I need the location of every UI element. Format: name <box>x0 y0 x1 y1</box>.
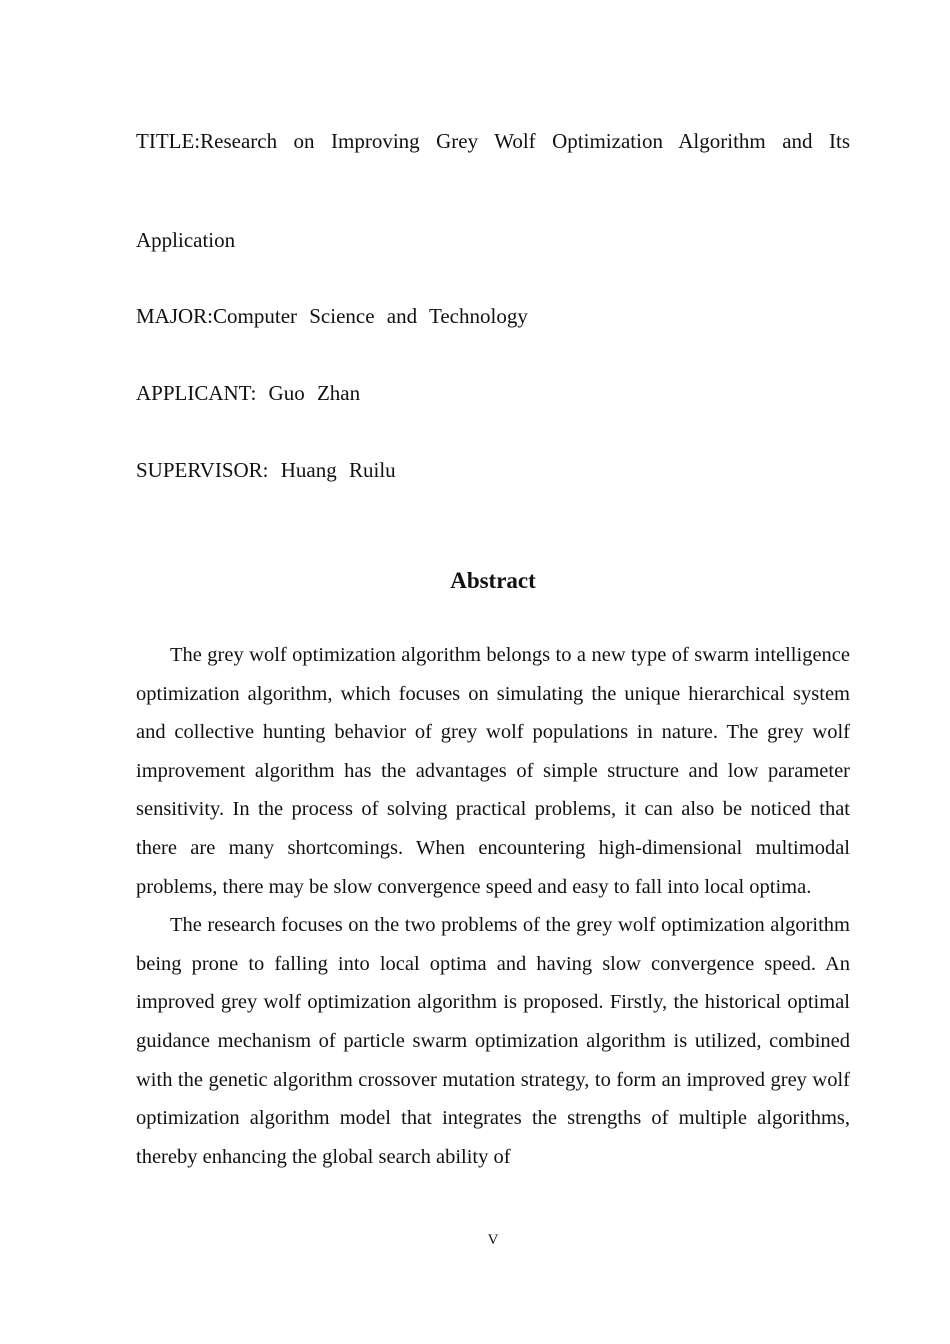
abstract-paragraph-2: The research focuses on the two problems of the grey wolf optimization algorithm being prone to falling into local optima and having slow convergence speed. An improved grey wolf optimization algorithm is proposed. Firstly, the historical optimal guidance mechanism of particle swarm optimization algorithm is utilized, combined with the genetic algorithm crossover mutation strategy, to form an improved grey wolf optimization algorithm model that integrates the strengths of multiple algorithms, thereby enhancing the global search ability of <box>136 914 850 1168</box>
abstract-heading: Abstract <box>450 568 536 593</box>
thesis-major: MAJOR:Computer Science and Technology <box>136 304 528 328</box>
page-number: V <box>487 1232 499 1248</box>
thesis-applicant: APPLICANT: Guo Zhan <box>136 381 361 405</box>
abstract-paragraph-1: The grey wolf optimization algorithm belongs to a new type of swarm intelligence optimization algorithm, which focuses on simulating the unique hierarchical system and collective hunting behavior of grey wolf populations in nature. The grey wolf improvement algorithm has the advantages of simple structure and low parameter sensitivity. In the process of solving practical problems, it can also be noticed that there are many shortcomings. When encountering high-dimensional multimodal problems, there may be slow convergence speed and easy to fall into local optima. <box>136 644 850 898</box>
thesis-title-line-1: TITLE:Research on Improving Grey Wolf Optimization Algorithm and Its <box>136 129 850 153</box>
thesis-title-line-2: Application <box>136 228 236 252</box>
thesis-supervisor: SUPERVISOR: Huang Ruilu <box>136 458 396 482</box>
abstract-body <box>136 636 850 1176</box>
